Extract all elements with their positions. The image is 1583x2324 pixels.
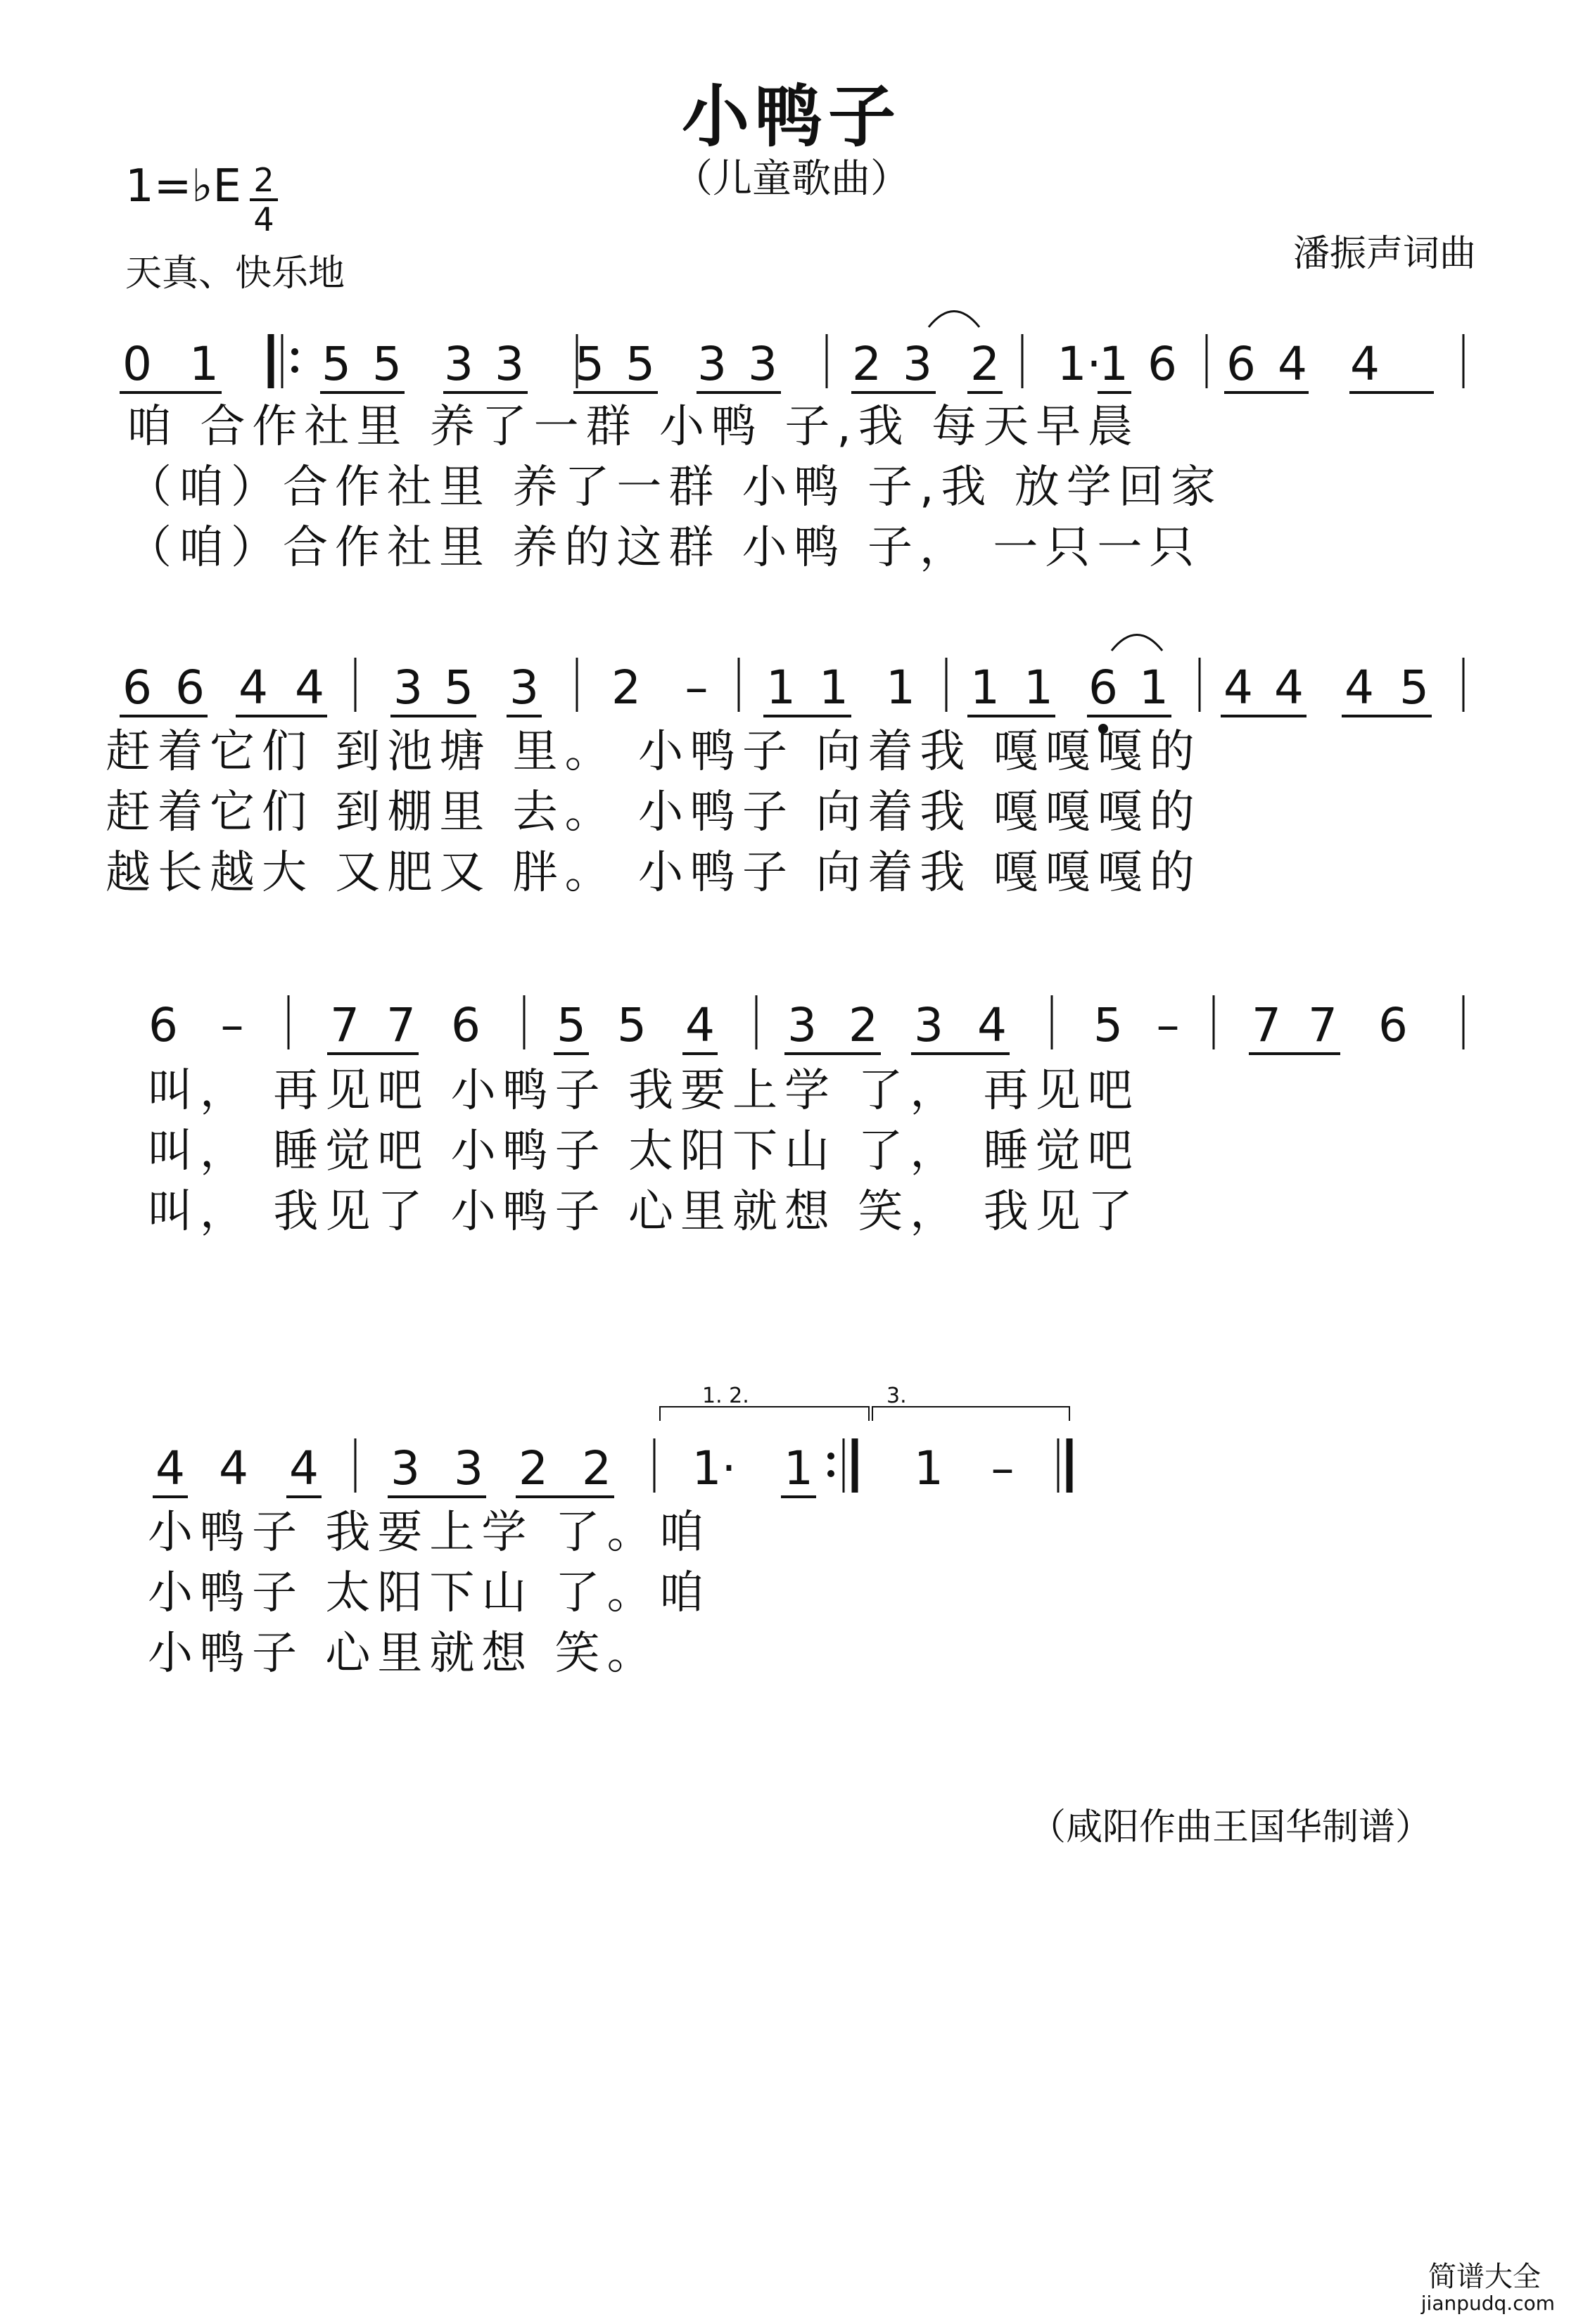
note: 2: [852, 337, 882, 391]
repeat-dot: [827, 1452, 834, 1460]
note: 1: [819, 660, 848, 715]
lyric-verse-1: 叫， 再见吧 小鸭子 我要上学 了， 再见吧: [148, 1065, 1140, 1117]
song-subtitle: （儿童歌曲）: [673, 156, 910, 202]
note: 4: [239, 660, 268, 715]
note: 2: [582, 1441, 611, 1495]
lyric-verse-1: 小鸭子 我要上学 了。咱: [148, 1507, 711, 1559]
note: 3: [393, 660, 423, 715]
note: 6: [175, 660, 205, 715]
note: 5: [322, 337, 351, 391]
note: 3: [787, 998, 817, 1052]
lyrics-block-4: [148, 1507, 711, 1680]
note: 1: [766, 660, 796, 715]
note: 7: [1252, 998, 1281, 1052]
note: 4: [977, 998, 1007, 1052]
lyric-verse-3: （咱）合作社里 养的这群 小鸭 子， 一只一只: [127, 522, 1202, 574]
tempo-marking: 天真、快乐地: [125, 253, 345, 295]
note: 2: [611, 660, 641, 715]
note: 3: [748, 337, 777, 391]
score-line-4: [153, 1438, 1069, 1497]
lyrics-block-3: [148, 1065, 1140, 1238]
score-line-2: [120, 635, 1463, 734]
volta-line: [660, 1407, 869, 1421]
note: 4: [1344, 660, 1374, 715]
lyric-verse-2: 叫， 睡觉吧 小鸭子 太阳下山 了， 睡觉吧: [148, 1125, 1140, 1177]
song-title: 小鸭子: [682, 77, 901, 156]
time-signature-top: 2: [253, 161, 274, 199]
note: 1: [1139, 660, 1169, 715]
slur-arc: [929, 312, 979, 328]
note: 6: [1226, 337, 1256, 391]
transcriber-credit: （咸阳作曲王国华制谱）: [1029, 1806, 1432, 1849]
note: 2: [519, 1441, 548, 1495]
note: 4: [295, 660, 324, 715]
note: 6: [122, 660, 152, 715]
note: 4: [1274, 660, 1304, 715]
note: 1: [1099, 337, 1129, 391]
note: 1: [189, 337, 219, 391]
composer-credit: 潘振声词曲: [1292, 233, 1476, 275]
lyric-verse-1: 赶着它们 到池塘 里。 小鸭子 向着我 嘎嘎嘎的: [106, 726, 1202, 778]
note: 6: [1378, 998, 1408, 1052]
key-signature: 1=♭E: [125, 160, 241, 212]
note: 6: [1147, 337, 1177, 391]
note: 5: [1093, 998, 1123, 1052]
note: 1: [970, 660, 1000, 715]
note: –: [1156, 998, 1180, 1052]
lyrics-block-1: [127, 401, 1223, 574]
repeat-dot: [291, 348, 298, 355]
note: 3: [509, 660, 539, 715]
note: 7: [1308, 998, 1337, 1052]
note: 4: [1223, 660, 1253, 715]
volta-line: [872, 1407, 1069, 1421]
lyric-verse-3: 小鸭子 心里就想 笑。: [148, 1628, 659, 1680]
note: 3: [914, 998, 943, 1052]
note: 5: [1399, 660, 1429, 715]
repeat-dot: [827, 1470, 834, 1477]
note: 1: [914, 1441, 943, 1495]
note: 5: [444, 660, 473, 715]
lyric-verse-3: 叫， 我见了 小鸭子 心里就想 笑， 我见了: [148, 1186, 1140, 1238]
note: 2: [848, 998, 878, 1052]
lyric-verse-3: 越长越大 又肥又 胖。 小鸭子 向着我 嘎嘎嘎的: [106, 847, 1202, 899]
note: 1·: [1057, 337, 1102, 391]
note: 3: [444, 337, 473, 391]
note: 4: [1278, 337, 1307, 391]
note: 6: [148, 998, 178, 1052]
note: 2: [970, 337, 1000, 391]
note: 3: [903, 337, 932, 391]
note: 5: [557, 998, 586, 1052]
note: 5: [625, 337, 655, 391]
repeat-dot: [291, 366, 298, 373]
note: 4: [1350, 337, 1380, 391]
note: 4: [685, 998, 715, 1052]
score-line-3: [148, 995, 1463, 1054]
note: 6: [451, 998, 481, 1052]
note: 1: [1024, 660, 1053, 715]
lyrics-block-2: [106, 726, 1202, 899]
note: 3: [697, 337, 727, 391]
note: 7: [330, 998, 360, 1052]
note: –: [220, 998, 244, 1052]
note: 1·: [692, 1441, 737, 1495]
volta-label: 1. 2.: [702, 1384, 749, 1408]
note: 5: [575, 337, 604, 391]
note: 0: [122, 337, 152, 391]
note: 5: [372, 337, 402, 391]
volta-bracket-1: [660, 1384, 869, 1421]
watermark-name: 简谱大全: [1428, 2261, 1541, 2293]
note: 6: [1088, 660, 1118, 715]
score-line-1: [120, 312, 1463, 393]
note: 5: [617, 998, 647, 1052]
lyric-verse-2: 赶着它们 到棚里 去。 小鸭子 向着我 嘎嘎嘎的: [106, 786, 1202, 838]
volta-bracket-2: [872, 1384, 1069, 1421]
watermark-url: jianpudq.com: [1420, 2292, 1555, 2315]
note: 1: [784, 1441, 813, 1495]
note: 1: [886, 660, 915, 715]
note: 3: [390, 1441, 420, 1495]
note: 4: [219, 1441, 248, 1495]
slur-arc: [1112, 635, 1162, 651]
note: –: [991, 1441, 1015, 1495]
note: 3: [495, 337, 524, 391]
note: 4: [155, 1441, 185, 1495]
note: –: [685, 660, 708, 715]
note: 4: [289, 1441, 319, 1495]
lyric-verse-2: 小鸭子 太阳下山 了。咱: [148, 1567, 711, 1619]
lyric-verse-2: （咱）合作社里 养了一群 小鸭 子,我 放学回家: [127, 461, 1223, 513]
time-signature-bottom: 4: [253, 200, 274, 238]
lyric-verse-1: 咱 合作社里 养了一群 小鸭 子,我 每天早晨: [127, 401, 1140, 453]
note: 3: [454, 1441, 483, 1495]
note: 7: [386, 998, 416, 1052]
volta-label: 3.: [886, 1384, 907, 1408]
